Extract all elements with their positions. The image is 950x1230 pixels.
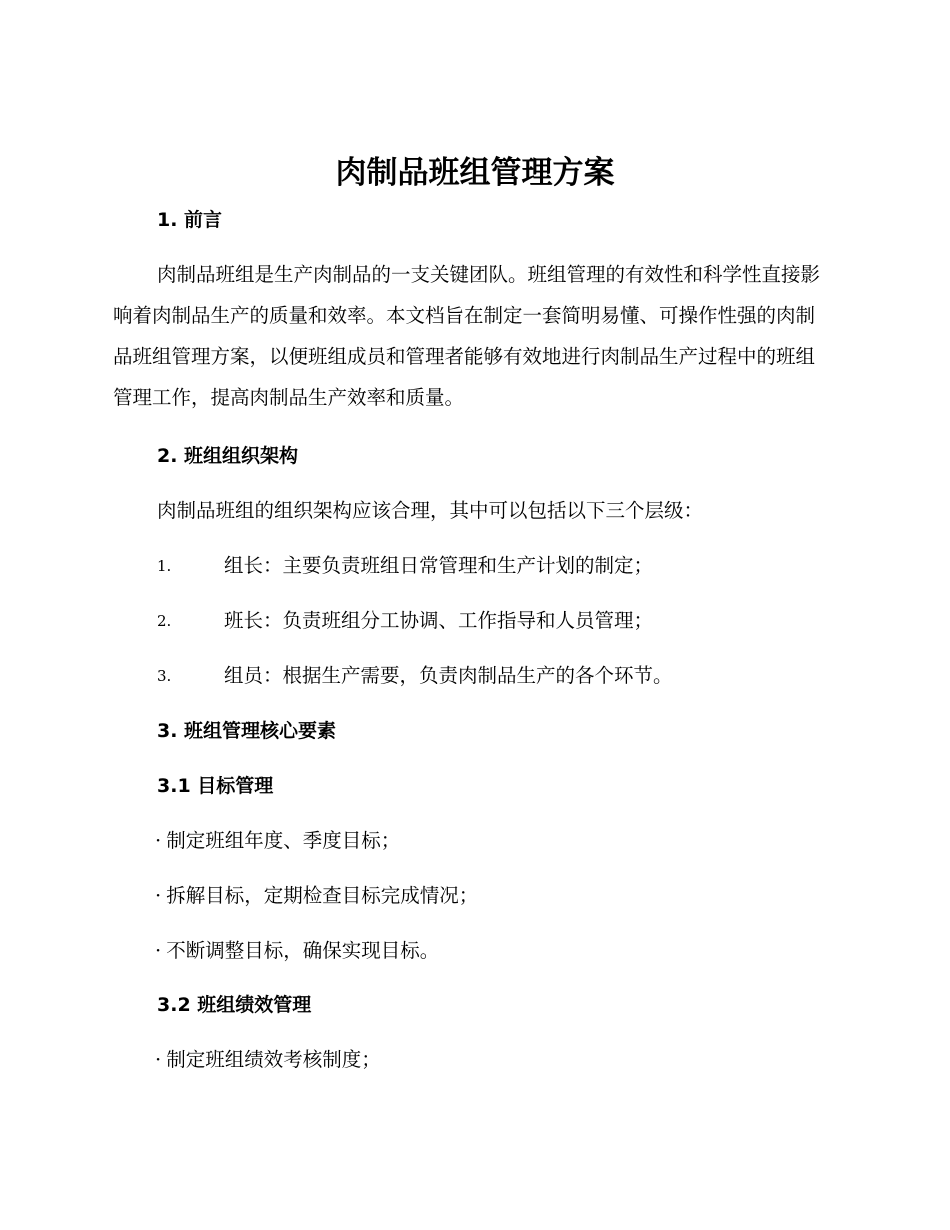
bullet-text: 拆解目标，定期检查目标完成情况； xyxy=(166,884,479,907)
bullet-text: 制定班组绩效考核制度； xyxy=(166,1048,381,1071)
preface-paragraph: 肉制品班组是生产肉制品的一支关键团队。班组管理的有效性和科学性直接影响着肉制品生产的质量和效率。本文档旨在制定一套简明易懂、可操作性强的肉制品班组管理方案，以便班组成员和管理者能够有效地进行肉制品生产过程中的班组管理工作，提高肉制品生产效率和质量。 xyxy=(113,263,821,409)
list-item-number: 1. xyxy=(157,557,172,575)
section-heading-core-elements: 3. 班组管理核心要素 xyxy=(157,720,337,742)
bullet-dot: · xyxy=(155,829,162,852)
bullet-item xyxy=(155,1045,381,1075)
subsection-heading-goal-management: 3.1 目标管理 xyxy=(157,775,274,797)
bullet-item xyxy=(155,881,478,911)
list-item-number: 2. xyxy=(157,612,172,630)
org-structure-intro: 肉制品班组的组织架构应该合理，其中可以包括以下三个层级： xyxy=(157,499,704,522)
section-heading-preface: 1. 前言 xyxy=(157,209,223,231)
list-item-text: 组长：主要负责班组日常管理和生产计划的制定； xyxy=(224,554,654,577)
document-title: 肉制品班组管理方案 xyxy=(335,155,615,191)
section-heading-org-structure: 2. 班组组织架构 xyxy=(157,445,299,467)
bullet-dot: · xyxy=(155,939,162,962)
list-item-number: 3. xyxy=(157,667,172,685)
subsection-heading-performance-management: 3.2 班组绩效管理 xyxy=(157,994,312,1016)
list-item-text: 组员：根据生产需要，负责肉制品生产的各个环节。 xyxy=(224,664,673,687)
bullet-dot: · xyxy=(155,1048,162,1071)
list-item-text: 班长：负责班组分工协调、工作指导和人员管理； xyxy=(224,609,654,632)
bullet-item xyxy=(155,826,400,856)
bullet-text: 制定班组年度、季度目标； xyxy=(166,829,401,852)
bullet-item xyxy=(155,936,439,966)
bullet-dot: · xyxy=(155,884,162,907)
bullet-text: 不断调整目标，确保实现目标。 xyxy=(166,939,440,962)
